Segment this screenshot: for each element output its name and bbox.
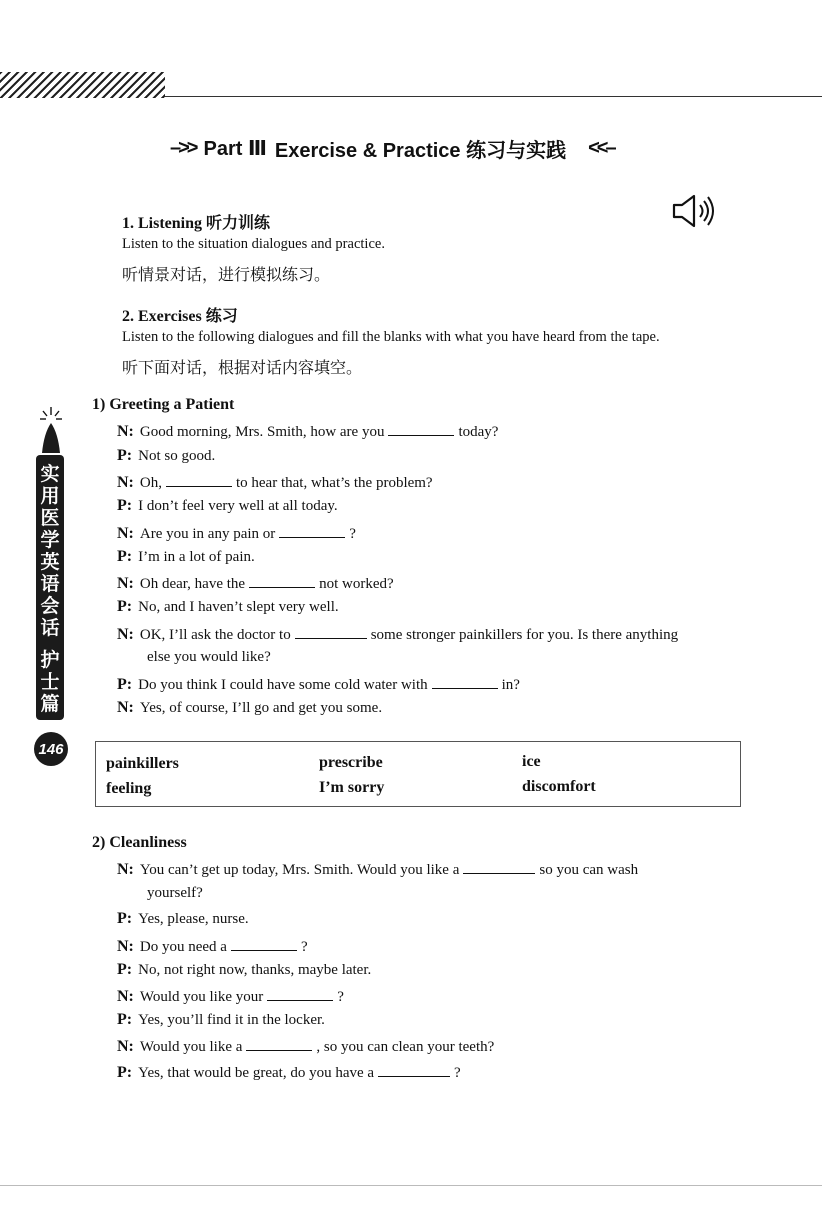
speaker-label: N: <box>117 1038 134 1055</box>
line-text: in? <box>501 677 520 693</box>
fill-blank <box>231 936 297 951</box>
line-text: ? <box>349 526 356 542</box>
line-text: You can’t get up today, Mrs. Smith. Would you like a <box>139 862 460 878</box>
line-text: Would you like a <box>139 1039 243 1055</box>
dialogue-line <box>117 598 339 616</box>
dialogue-line <box>117 472 433 492</box>
speaker-icon <box>670 193 718 229</box>
dialogue-line <box>117 910 249 928</box>
speaker-label: P: <box>117 676 133 693</box>
fill-blank <box>432 674 498 689</box>
dialogue-line <box>117 699 382 717</box>
line-text: OK, I’ll ask the doctor to <box>139 627 291 643</box>
line-text: ? <box>337 989 344 1005</box>
arrow-right-decoration-icon: –>> <box>170 137 196 159</box>
section-listening-instruction-cn: 听情景对话，进行模拟练习。 <box>122 265 331 284</box>
fill-blank <box>279 523 345 538</box>
line-text: Not so good. <box>138 448 216 464</box>
speaker-label: N: <box>117 938 134 955</box>
speaker-label: P: <box>117 961 133 978</box>
line-text: Yes, of course, I’ll go and get you some. <box>139 700 383 716</box>
speaker-label: P: <box>117 447 133 464</box>
dialogue-line <box>117 936 308 956</box>
word-bank-item: painkillers <box>106 755 179 772</box>
page-number: 146 <box>34 732 68 766</box>
speaker-label: N: <box>117 575 134 592</box>
word-bank-box <box>95 741 741 807</box>
fill-blank <box>388 421 454 436</box>
side-tab-char: 篇 <box>40 693 60 715</box>
word-bank-item: ice <box>522 753 541 770</box>
dialogue-line <box>117 859 638 879</box>
dialogue-line <box>117 573 394 593</box>
part-heading <box>170 134 660 163</box>
header-rule <box>165 96 822 97</box>
part-title: Exercise & Practice 练习与实践 <box>274 140 567 162</box>
arrow-left-decoration-icon: <<– <box>588 137 614 159</box>
dialogue-line <box>117 421 498 441</box>
line-text: Yes, you’ll find it in the locker. <box>138 1012 325 1028</box>
speaker-label: N: <box>117 988 134 1005</box>
dialogue-line <box>117 1062 461 1082</box>
line-text: some stronger painkillers for you. Is there anything <box>370 627 679 643</box>
speaker-label: P: <box>117 598 133 615</box>
word-bank-item: discomfort <box>522 778 596 795</box>
side-tab-char: 用 <box>40 485 60 507</box>
dialogue-line <box>117 961 371 979</box>
fill-blank <box>267 986 333 1001</box>
speaker-label: P: <box>117 548 133 565</box>
word-bank-item: feeling <box>106 780 152 797</box>
side-tab-char: 医 <box>40 507 60 529</box>
fill-blank <box>463 859 535 874</box>
line-text: Yes, please, nurse. <box>138 911 249 927</box>
side-tab-char: 话 <box>40 617 60 639</box>
dialogue-line <box>117 497 338 515</box>
speaker-label: N: <box>117 699 134 716</box>
star-icon <box>36 405 66 455</box>
line-text: Good morning, Mrs. Smith, how are you <box>139 424 385 440</box>
speaker-label: N: <box>117 474 134 491</box>
dialogue-line <box>117 548 255 566</box>
line-text: Would you like your <box>139 989 264 1005</box>
section-listening-title: 1. Listening 听力训练 <box>122 215 271 232</box>
footer-rule <box>0 1185 822 1186</box>
header-hatch-decoration <box>0 72 165 98</box>
line-text: I don’t feel very well at all today. <box>138 498 338 514</box>
line-text: not worked? <box>319 576 394 592</box>
dialogue-line-continuation: yourself? <box>147 885 203 901</box>
dialogue-line <box>117 624 678 644</box>
line-text: I’m in a lot of pain. <box>138 549 255 565</box>
side-tab-char: 语 <box>40 573 60 595</box>
dialogue-line <box>117 986 344 1006</box>
dialogue-line <box>117 1036 494 1056</box>
section-exercises-instruction: Listen to the following dialogues and fill the blanks with what you have heard from the tape. <box>122 329 660 345</box>
side-tab-char: 学 <box>40 529 60 551</box>
line-text: Are you in any pain or <box>139 526 276 542</box>
section-listening-instruction: Listen to the situation dialogues and practice. <box>122 236 385 252</box>
speaker-label: N: <box>117 861 134 878</box>
line-text: Do you need a <box>139 939 227 955</box>
line-text: , so you can clean your teeth? <box>316 1039 495 1055</box>
line-text: Do you think I could have some cold water with <box>138 677 428 693</box>
fill-blank <box>249 573 315 588</box>
dialogue1-title: 1) Greeting a Patient <box>92 396 235 413</box>
speaker-label: N: <box>117 626 134 643</box>
dialogue-line <box>117 1011 325 1029</box>
side-tab-char: 实 <box>40 463 60 485</box>
fill-blank <box>378 1062 450 1077</box>
side-tab-char: 士 <box>40 671 60 693</box>
word-bank-item: I’m sorry <box>319 779 385 796</box>
side-tab-char: 会 <box>40 595 60 617</box>
side-tab-book-title <box>36 455 64 720</box>
speaker-label: P: <box>117 497 133 514</box>
side-tab-char: 护 <box>40 649 60 671</box>
section-exercises-title: 2. Exercises 练习 <box>122 308 238 325</box>
line-text: today? <box>458 424 499 440</box>
line-text: Yes, that would be great, do you have a <box>138 1065 375 1081</box>
fill-blank <box>295 624 367 639</box>
line-text: No, not right now, thanks, maybe later. <box>138 962 372 978</box>
line-text: ? <box>300 939 308 955</box>
fill-blank <box>246 1036 312 1051</box>
side-tab-char: 英 <box>40 551 60 573</box>
speaker-label: N: <box>117 423 134 440</box>
word-bank-item: prescribe <box>319 754 383 771</box>
dialogue-line <box>117 523 356 543</box>
line-text: No, and I haven’t slept very well. <box>138 599 339 615</box>
speaker-label: N: <box>117 525 134 542</box>
dialogue-line <box>117 447 215 465</box>
speaker-label: P: <box>117 910 133 927</box>
line-text: so you can wash <box>539 862 639 878</box>
dialogue2-title: 2) Cleanliness <box>92 834 187 851</box>
speaker-label: P: <box>117 1011 133 1028</box>
part-label: Part Ⅲ <box>203 138 267 160</box>
fill-blank <box>166 472 232 487</box>
line-text: Oh, <box>139 475 162 491</box>
line-text: Oh dear, have the <box>139 576 246 592</box>
line-text: ? <box>454 1065 461 1081</box>
dialogue-line <box>117 674 520 694</box>
dialogue-line-continuation: else you would like? <box>147 649 271 665</box>
line-text: to hear that, what’s the problem? <box>235 475 433 491</box>
speaker-label: P: <box>117 1064 133 1081</box>
section-exercises-instruction-cn: 听下面对话，根据对话内容填空。 <box>122 358 363 377</box>
